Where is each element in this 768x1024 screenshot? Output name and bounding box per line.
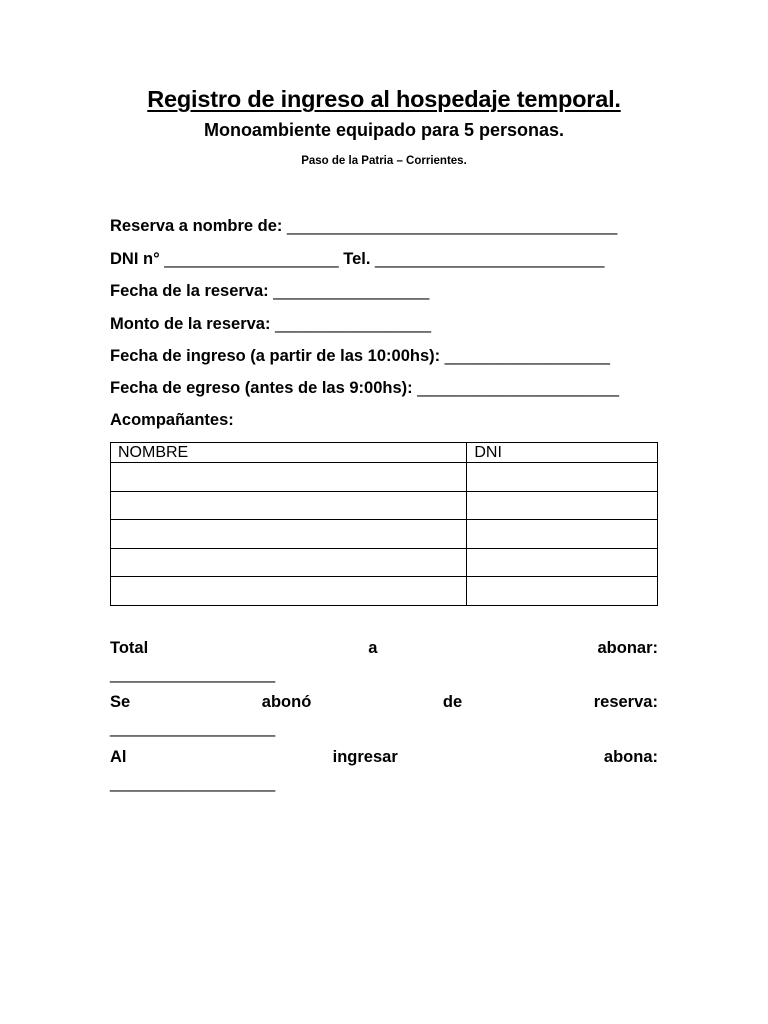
se-abono-blank[interactable]: __________________ [110,719,276,737]
dni-cell[interactable] [467,520,658,549]
total-word: Total [110,639,149,657]
total-abonar-blank[interactable]: __________________ [110,665,276,683]
dni-cell[interactable] [467,463,658,492]
table-row [111,491,658,520]
dni-blank[interactable]: ___________________ [164,250,339,268]
total-word: abonar: [597,639,658,657]
table-header-row [111,443,658,463]
tel-blank[interactable]: _________________________ [375,250,605,268]
table-row [111,577,658,606]
column-header-dni: DNI [467,443,658,463]
tel-label: Tel. [343,250,371,268]
fecha-reserva-field[interactable] [110,281,658,301]
monto-reserva-field[interactable] [110,314,658,334]
se-abono-label [110,692,658,712]
al-ingresar-word: abona: [603,748,658,766]
fecha-ingreso-field[interactable] [110,346,658,366]
page-subtitle: Monoambiente equipado para 5 personas. [203,120,565,140]
abonado-word: reserva: [593,693,658,711]
fecha-egreso-blank[interactable]: ______________________ [417,379,620,397]
nombre-cell[interactable] [111,520,467,549]
dni-tel-field[interactable] [110,249,658,269]
monto-reserva-blank[interactable]: _________________ [275,315,432,333]
table-row [111,548,658,577]
nombre-cell[interactable] [111,491,467,520]
al-ingresar-word: ingresar [332,748,398,766]
table-row [111,520,658,549]
nombre-cell[interactable] [111,548,467,577]
companions-table [110,442,658,606]
al-ingresar-label [110,747,658,767]
abonado-word: Se [110,693,131,711]
page-title: Registro de ingreso al hospedaje temporal. [147,86,621,112]
fecha-ingreso-blank[interactable]: __________________ [444,347,610,365]
dni-label: DNI n° [110,250,160,268]
fecha-egreso-field[interactable] [110,378,658,398]
monto-reserva-label: Monto de la reserva: [110,315,271,333]
reserva-nombre-label: Reserva a nombre de: [110,217,283,235]
fecha-ingreso-label: Fecha de ingreso (a partir de las 10:00hs): [110,347,441,365]
nombre-cell[interactable] [111,463,467,492]
abonado-word: abonó [261,693,312,711]
reserva-nombre-field[interactable] [110,216,658,236]
dni-cell[interactable] [467,577,658,606]
column-header-nombre: NOMBRE [111,443,467,463]
table-row [111,463,658,492]
abonado-word: de [442,693,463,711]
al-ingresar-word: Al [110,748,127,766]
total-word: a [368,639,378,657]
reserva-nombre-blank[interactable]: ____________________________________ [287,217,618,235]
dni-cell[interactable] [467,548,658,577]
location-text: Paso de la Patria – Corrientes. [301,155,467,167]
fecha-reserva-blank[interactable]: _________________ [273,282,430,300]
nombre-cell[interactable] [111,577,467,606]
total-abonar-label [110,638,658,658]
acompanantes-heading: Acompañantes: [110,411,234,429]
fecha-reserva-label: Fecha de la reserva: [110,282,269,300]
al-ingresar-blank[interactable]: __________________ [110,774,276,792]
fecha-egreso-label: Fecha de egreso (antes de las 9:00hs): [110,379,413,397]
dni-cell[interactable] [467,491,658,520]
